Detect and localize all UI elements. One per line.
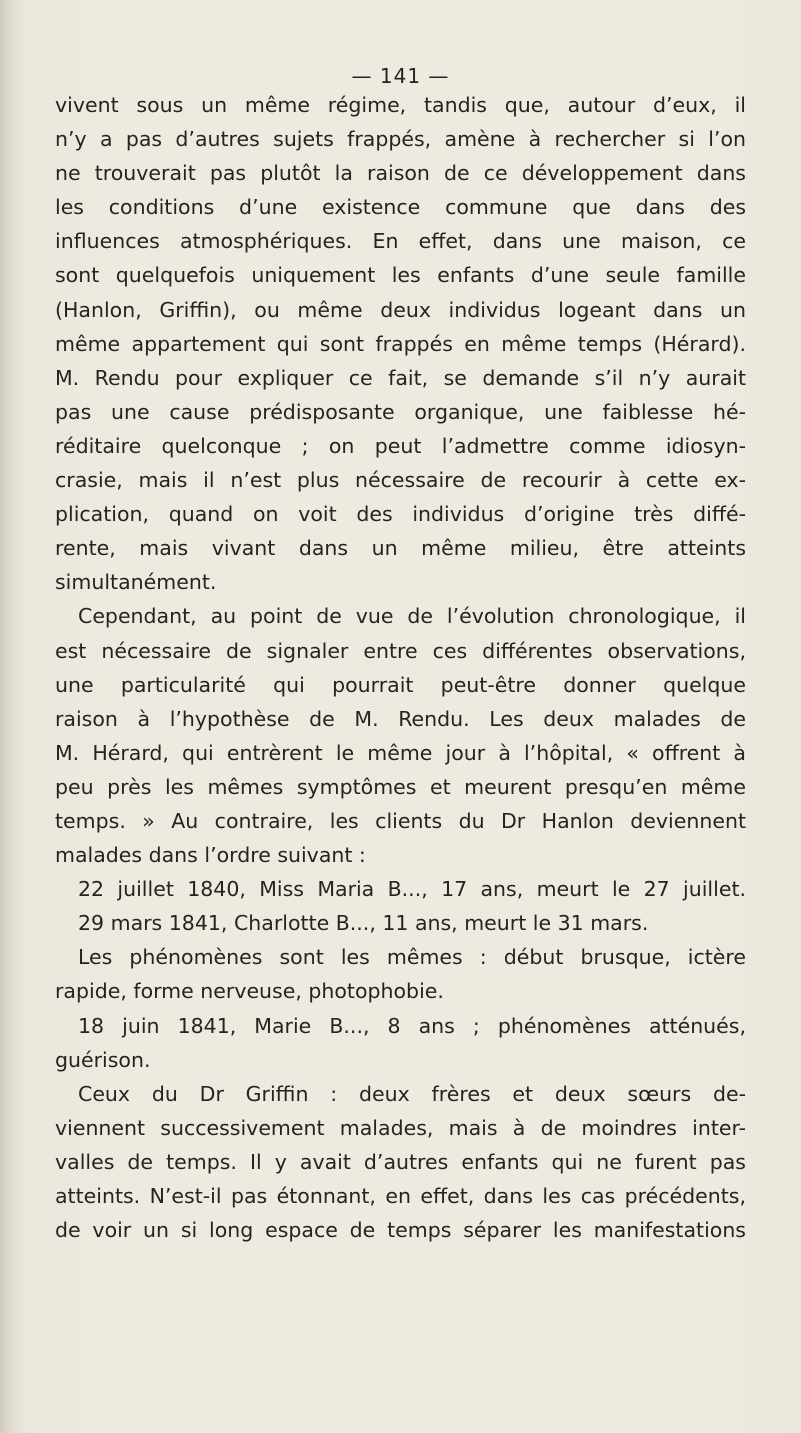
text-line: raison à l’hypothèse de M. Rendu. Les deux malades de	[55, 706, 746, 731]
text-line: influences atmosphériques. En effet, dans une maison, ce	[55, 229, 746, 254]
text-line: simultanément.	[55, 570, 217, 595]
page-binding-shadow	[0, 0, 16, 1433]
body-text	[55, 88, 746, 1247]
text-line: vivent sous un même régime, tandis que, autour d’eux, il	[55, 93, 746, 117]
text-line: M. Hérard, qui entrèrent le même jour à l’hôpital, « offrent à	[55, 740, 746, 765]
text-line: peu près les mêmes symptômes et meurent presqu’en même	[55, 774, 746, 799]
text-line: plication, quand on voit des individus d’origine très diffé-	[55, 502, 746, 527]
text-line: ne trouverait pas plutôt la raison de ce développement dans	[55, 161, 746, 186]
text-line: viennent successivement malades, mais à de moindres inter-	[55, 1115, 746, 1140]
text-line: est nécessaire de signaler entre ces différentes observations,	[55, 638, 746, 663]
text-line: réditaire quelconque ; on peut l’admettre comme idiosyn-	[55, 433, 746, 458]
text-line: Cependant, au point de vue de l’évolution chronologique, il	[78, 604, 746, 629]
text-line: atteints. N’est-il pas étonnant, en effet, dans les cas précédents,	[55, 1184, 746, 1208]
text-line: les conditions d’une existence commune que dans des	[55, 195, 746, 220]
text-line: crasie, mais il n’est plus nécessaire de recourir à cette ex-	[55, 468, 746, 493]
text-line: temps. » Au contraire, les clients du Dr Hanlon deviennent	[55, 808, 746, 833]
text-line: sont quelquefois uniquement les enfants d’une seule famille	[55, 263, 746, 288]
text-line: 29 mars 1841, Charlotte B..., 11 ans, meurt le 31 mars.	[78, 911, 649, 936]
text-line: malades dans l’ordre suivant :	[55, 843, 366, 868]
text-line: Ceux du Dr Griffin : deux frères et deux sœurs de-	[78, 1081, 746, 1106]
text-line: n’y a pas d’autres sujets frappés, amène à rechercher si l’on	[55, 127, 746, 152]
page-number: — 141 —	[351, 64, 450, 88]
text-line: rente, mais vivant dans un même milieu, être atteints	[55, 536, 746, 561]
text-line: (Hanlon, Griffin), ou même deux individus logeant dans un	[55, 297, 746, 322]
text-line: de voir un si long espace de temps séparer les manifestations	[55, 1218, 746, 1243]
text-line: 22 juillet 1840, Miss Maria B..., 17 ans, meurt le 27 juillet.	[78, 877, 746, 902]
text-line: même appartement qui sont frappés en même temps (Hérard).	[55, 331, 746, 356]
text-line: guérison.	[55, 1047, 151, 1072]
text-line: rapide, forme nerveuse, photophobie.	[55, 979, 444, 1004]
text-line: Les phénomènes sont les mêmes : début brusque, ictère	[78, 945, 746, 970]
text-line: valles de temps. Il y avait d’autres enfants qui ne furent pas	[55, 1149, 746, 1174]
text-line: 18 juin 1841, Marie B..., 8 ans ; phénomènes atténués,	[78, 1013, 746, 1038]
text-line: une particularité qui pourrait peut-être donner quelque	[55, 672, 746, 697]
text-line: M. Rendu pour expliquer ce fait, se demande s’il n’y aurait	[55, 365, 746, 390]
text-line: pas une cause prédisposante organique, une faiblesse hé-	[55, 399, 746, 424]
